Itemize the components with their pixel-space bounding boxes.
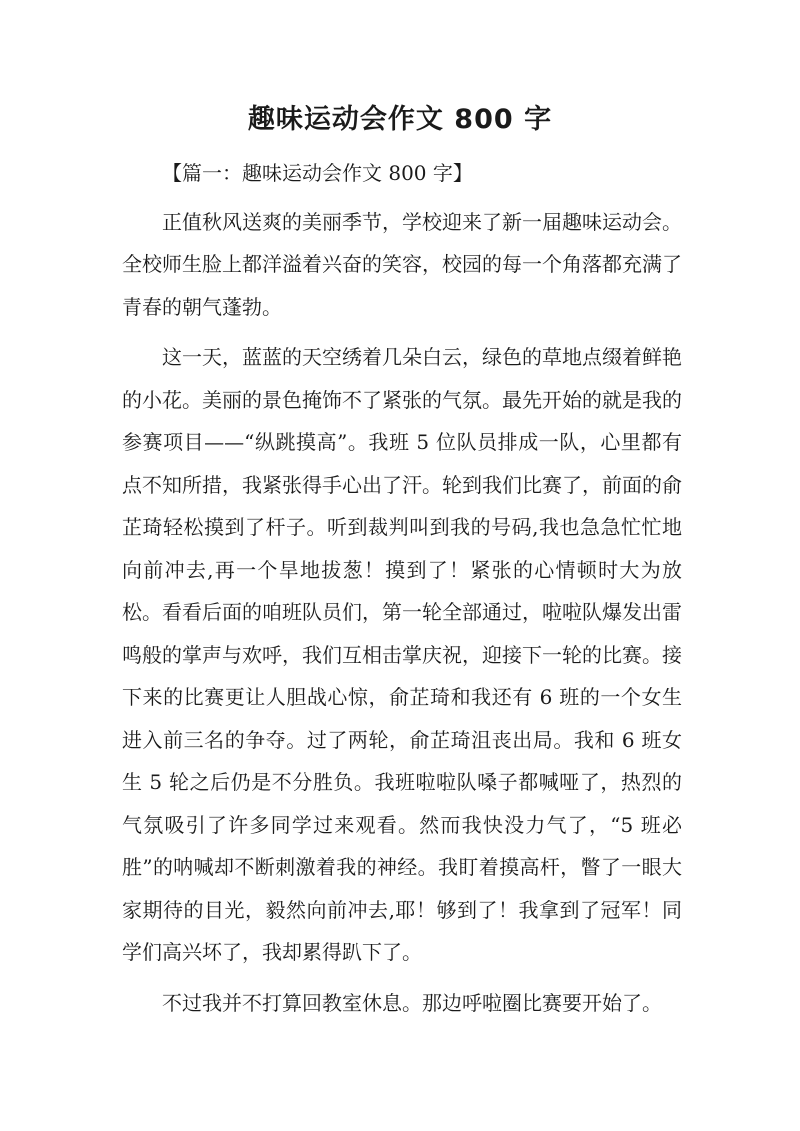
paragraph-2: 这一天，蓝蓝的天空绣着几朵白云，绿色的草地点缀着鲜艳的小花。美丽的景色掩饰不了紧张的气氛。最先开始的就是我的参赛项目——“纵跳摸高”。我班 5 位队员排成一队，心里都有点不知所措，我紧张得手心出了汗。轮到我们比赛了，前面的俞芷琦轻松摸到了杆子。听到裁判叫到我的号码,我也急急忙忙地向前冲去,再一个旱地拔葱！摸到了！紧张的心情顿时大为放松。看看后面的咱班队员们，第一轮全部通过，啦啦队爆发出雷鸣般的掌声与欢呼，我们互相击掌庆祝，迎接下一轮的比赛。接下来的比赛更让人胆战心惊，俞芷琦和我还有 6 班的一个女生进入前三名的争夺。过了两轮，俞芷琦沮丧出局。我和 6 班女生 5 轮之后仍是不分胜负。我班啦啦队嗓子都喊哑了，热烈的气氛吸引了许多同学过来观看。然而我快没力气了，“5 班必胜”的呐喊却不断刺激着我的神经。我盯着摸高杆，瞥了一眼大家期待的目光，毅然向前冲去,耶！够到了！我拿到了冠军！同学们高兴坏了，我却累得趴下了。 <box>122 345 682 964</box>
section-heading: 【篇一：趣味运动会作文 800 字】 <box>162 161 473 185</box>
document-body <box>122 152 682 1032</box>
paragraph-1: 正值秋风送爽的美丽季节，学校迎来了新一届趣味运动会。全校师生脸上都洋溢着兴奋的笑容，校园的每一个角落都充满了青春的朝气蓬勃。 <box>122 209 682 319</box>
paragraph-3: 不过我并不打算回教室休息。那边呼啦圈比赛要开始了。 <box>162 990 662 1015</box>
document-title: 趣味运动会作文 800 字 <box>247 104 553 135</box>
